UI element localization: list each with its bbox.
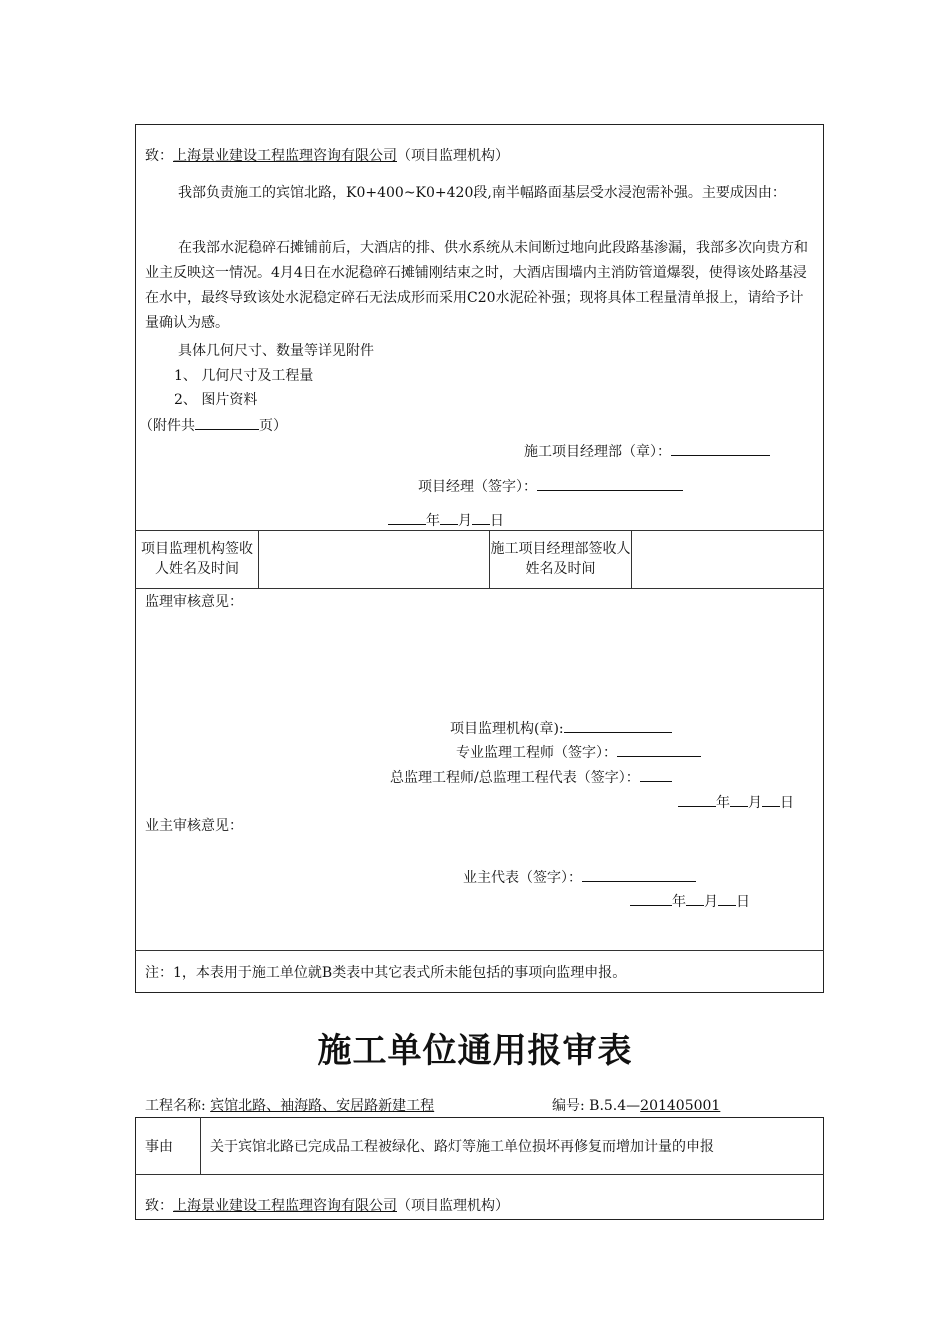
supervisor-seal-blank[interactable]: [564, 718, 672, 733]
owner-sign-line: [463, 867, 696, 887]
year-label: 年: [426, 513, 440, 529]
engineer-sign-line: [456, 742, 701, 762]
manager-sign-label: 项目经理（签字）：: [418, 479, 537, 495]
engineer-sign-blank[interactable]: [617, 742, 701, 757]
month-blank[interactable]: [730, 792, 748, 807]
year-label: 年: [716, 795, 730, 811]
owner-date-line: [630, 891, 750, 911]
form2-col-divider: [200, 1117, 201, 1174]
dept-seal-blank[interactable]: [671, 441, 770, 456]
reason-label: 事由: [145, 1139, 173, 1155]
form1-divider: [135, 588, 824, 589]
year-blank[interactable]: [678, 792, 716, 807]
addressee-line: [145, 147, 509, 165]
intro-paragraph: 我部负责施工的宾馆北路，K0+400~K0+420段,南半幅路面基层受水浸泡需补强。主要成因由：: [178, 185, 786, 201]
day-label: 日: [736, 894, 750, 910]
supervisor-seal-line: [450, 718, 672, 738]
owner-label: 业主审核意见：: [145, 818, 243, 834]
month-blank[interactable]: [440, 510, 458, 525]
contractor-receiver-label: 施工项目经理部签收人姓名及时间: [490, 541, 631, 577]
supervisor-receiver-label: 项目监理机构签收人姓名及时间: [141, 541, 253, 577]
form2-addressee-line: [145, 1197, 509, 1215]
number-label: 编号: B.5.4—: [552, 1098, 641, 1114]
addressee-prefix: 致：: [145, 148, 173, 164]
addressee-company: 上海景业建设工程监理咨询有限公司: [173, 1198, 397, 1214]
attach-count-blank[interactable]: [195, 415, 259, 430]
addressee-suffix: （项目监理机构）: [397, 1198, 509, 1214]
engineer-sign-label: 专业监理工程师（签字）：: [456, 745, 617, 761]
form2-divider: [135, 1174, 824, 1175]
attach-suffix: 页）: [259, 418, 287, 434]
project-label: 工程名称:: [145, 1098, 206, 1114]
form1-date-line: [388, 510, 504, 530]
addressee-suffix: （项目监理机构）: [397, 148, 509, 164]
owner-sign-label: 业主代表（签字）：: [463, 870, 582, 886]
month-blank[interactable]: [686, 891, 704, 906]
month-label: 月: [458, 513, 472, 529]
owner-sign-blank[interactable]: [582, 867, 696, 882]
detail-line: 具体几何尺寸、数量等详见附件: [178, 343, 374, 359]
year-blank[interactable]: [630, 891, 672, 906]
reason-text: 关于宾馆北路已完成品工程被绿化、路灯等施工单位损坏再修复而增加计量的申报: [210, 1139, 714, 1155]
dept-seal-label: 施工项目经理部（章）：: [524, 444, 671, 460]
day-label: 日: [780, 795, 794, 811]
form1-divider: [135, 950, 824, 951]
day-label: 日: [490, 513, 504, 529]
form2-title: 施工单位通用报审表: [317, 1031, 633, 1071]
manager-sign-blank[interactable]: [537, 476, 683, 491]
supervisor-receiver-field[interactable]: [259, 531, 488, 587]
review-label: 监理审核意见：: [145, 594, 243, 610]
number-line: [552, 1097, 780, 1115]
attachment-item: 2、 图片资料: [174, 392, 258, 408]
manager-sign-line: [418, 476, 683, 496]
day-blank[interactable]: [718, 891, 736, 906]
supervisor-seal-label: 项目监理机构(章):: [450, 721, 564, 737]
chief-sign-label: 总监理工程师/总监理工程代表（签字）：: [390, 770, 640, 786]
day-blank[interactable]: [472, 510, 490, 525]
day-blank[interactable]: [762, 792, 780, 807]
chief-sign-line: [390, 767, 672, 787]
review-date-line: [678, 792, 794, 812]
dept-seal-line: [524, 441, 770, 461]
attachment-count-line: [139, 415, 287, 435]
month-label: 月: [748, 795, 762, 811]
month-label: 月: [704, 894, 718, 910]
year-label: 年: [672, 894, 686, 910]
reason-paragraph: 在我部水泥稳碎石摊铺前后，大酒店的排、供水系统从未间断过地向此段路基渗漏，我部多次向贵方和业主反映这一情况。4月4日在水泥稳碎石摊铺刚结束之时，大酒店围墙内主消防管道爆裂，使得该处路基浸在水中，最终导致该处水泥稳定碎石无法成形而采用C20水泥砼补强；现将具体工程量清单报上，请给予计量确认为感。: [145, 240, 808, 331]
chief-sign-blank[interactable]: [640, 767, 672, 782]
contractor-receiver-field[interactable]: [632, 531, 821, 587]
number-value: 201405001: [640, 1098, 721, 1114]
addressee-company: 上海景业建设工程监理咨询有限公司: [173, 148, 397, 164]
year-blank[interactable]: [388, 510, 426, 525]
project-name-line: [145, 1097, 434, 1115]
addressee-prefix: 致：: [145, 1198, 173, 1214]
attachment-item: 1、 几何尺寸及工程量: [174, 368, 314, 384]
attach-prefix: （附件共: [139, 418, 195, 434]
form-note: 注：1，本表用于施工单位就B类表中其它表式所未能包括的事项向监理申报。: [145, 965, 627, 981]
project-name: 宾馆北路、袖海路、安居路新建工程: [210, 1098, 435, 1114]
